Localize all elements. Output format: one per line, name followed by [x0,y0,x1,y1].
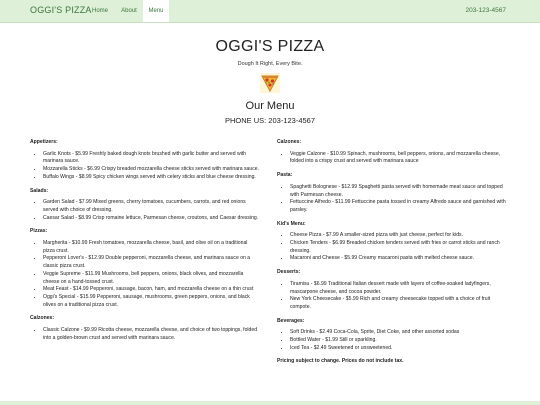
pricing-notice: Pricing subject to change. Prices do not include tax. [277,358,404,365]
menu-item: • Caesar Salad - $8.99 Crisp romaine lettuce, Parmesan cheese, croutons, and Caesar dressing. [43,215,260,223]
pasta-list [277,184,509,215]
category-calzones-continued: Calzones: [277,139,302,145]
menu-item: • Buffalo Wings - $8.99 Spicy chicken wings served with celery sticks and blue cheese dressing. [43,174,260,182]
category-salads: Salads: [30,187,49,194]
nav-about-link[interactable]: About [121,8,137,14]
menu-item: • Veggie Calzone - $10.99 Spinach, mushrooms, bell peppers, onions, and mozzarella cheese, folded into a crispy crust and served with marinara sauce [290,151,509,166]
page-header [0,38,540,67]
category-pasta: Pasta: [277,172,293,179]
pizza-icon [260,73,280,93]
menu-item: • Classic Calzone - $9.99 Ricotta cheese, mozzarella cheese, and choice of two toppings, folded into a golden-brown crust and served with marinara sauce. [43,327,260,342]
menu-item: • Macaroni and Cheese - $5.99 Creamy macaroni pasta with melted cheese sauce. [290,255,509,263]
calzones-list-continued [277,151,509,166]
page-title: OGGI'S PIZZA [215,38,325,55]
menu-item: • Pepperoni Lover's - $12.99 Double pepperoni, mozzarella cheese, and marinara sauce on a classic pizza crust. [43,255,260,270]
menu-item: • New York Cheesecake - $5.99 Rich and creamy cheesecake topped with a choice of fruit compote. [290,296,509,311]
menu-item: • Margherita - $10.99 Fresh tomatoes, mozzarella cheese, basil, and olive oil on a traditional pizza crust. [43,240,260,255]
menu-item: • Iced Tea - $2.49 Sweetened or unsweetened. [290,345,509,353]
nav-home-link[interactable]: Home [91,8,108,14]
nav-menu-link[interactable]: Menu [143,0,169,22]
menu-item: • Bottled Water - $1.99 Still or sparkling. [290,337,509,345]
menu-item: • Chicken Tenders - $6.99 Breaded chicken tenders served with fries or carrot sticks and ranch dressing. [290,240,509,255]
menu-item: • Veggie Supreme - $11.99 Mushrooms, bell peppers, onions, black olives, and mozzarella cheese on a hand-tossed crust. [43,271,260,286]
category-pizzas: Pizzas: [30,228,48,235]
phone-heading: PHONE US: 203-123-4567 [224,116,316,125]
menu-item: • Cheese Pizza - $7.99 A smaller-sized pizza with just cheese, perfect for kids. [290,232,509,240]
salads-list [30,199,260,222]
appetizers-list [30,151,260,182]
category-kids-menu: Kid's Menu: [277,220,306,227]
beverages-list [277,329,509,352]
menu-item: • Soft Drinks - $2.49 Coca-Cola, Sprite, Diet Coke, and other assorted sodas [290,329,509,337]
footer-bar [0,401,540,405]
pizzas-list [30,240,260,309]
menu-item: • Meat Feast - $14.99 Pepperoni, sausage, bacon, ham, and mozzarella cheese on a thin crust [43,286,260,294]
menu-item: • Mozzarella Sticks - $6.99 Crispy breaded mozzarella cheese sticks served with marinara sauce. [43,166,260,174]
menu-item: • Tiramisu - $6.99 Traditional Italian dessert made with layers of coffee-soaked ladyfingers, mascarpone cheese, and cocoa powder. [290,281,509,296]
category-calzones: Calzones: [30,315,55,322]
kids-menu-list [277,232,509,263]
menu-heading: Our Menu [245,100,295,112]
category-desserts: Desserts: [277,269,301,276]
calzones-list [30,327,260,342]
menu-item: • Spaghetti Bolognese - $12.99 Spaghetti pasta served with homemade meat sauce and topped with Parmesan cheese. [290,184,509,199]
menu-column-left [30,139,260,348]
category-beverages: Beverages: [277,317,305,324]
navbar [0,0,540,23]
menu-item: • Oggi's Special - $15.99 Pepperoni, sausage, mushrooms, green peppers, onions, and black olives on a traditional pizza crust. [43,294,260,309]
menu-item: • Garlic Knots - $5.99 Freshly baked dough knots brushed with garlic butter and served with marinara sauce. [43,151,260,166]
tagline: Dough It Right, Every Bite. [237,61,303,67]
menu-column-right [277,139,509,366]
nav-phone-link[interactable]: 203-123-4567 [465,7,506,14]
category-appetizers: Appetizers: [30,139,58,145]
menu-item: • Garden Salad - $7.99 Mixed greens, cherry tomatoes, cucumbers, carrots, and red onions served with choice of dressing. [43,199,260,214]
desserts-list [277,281,509,312]
menu-item: • Fettuccine Alfredo - $11.99 Fettuccine pasta tossed in creamy Alfredo sauce and garnished with parsley. [290,199,509,214]
brand-link[interactable]: OGGI'S PIZZA [30,5,92,15]
